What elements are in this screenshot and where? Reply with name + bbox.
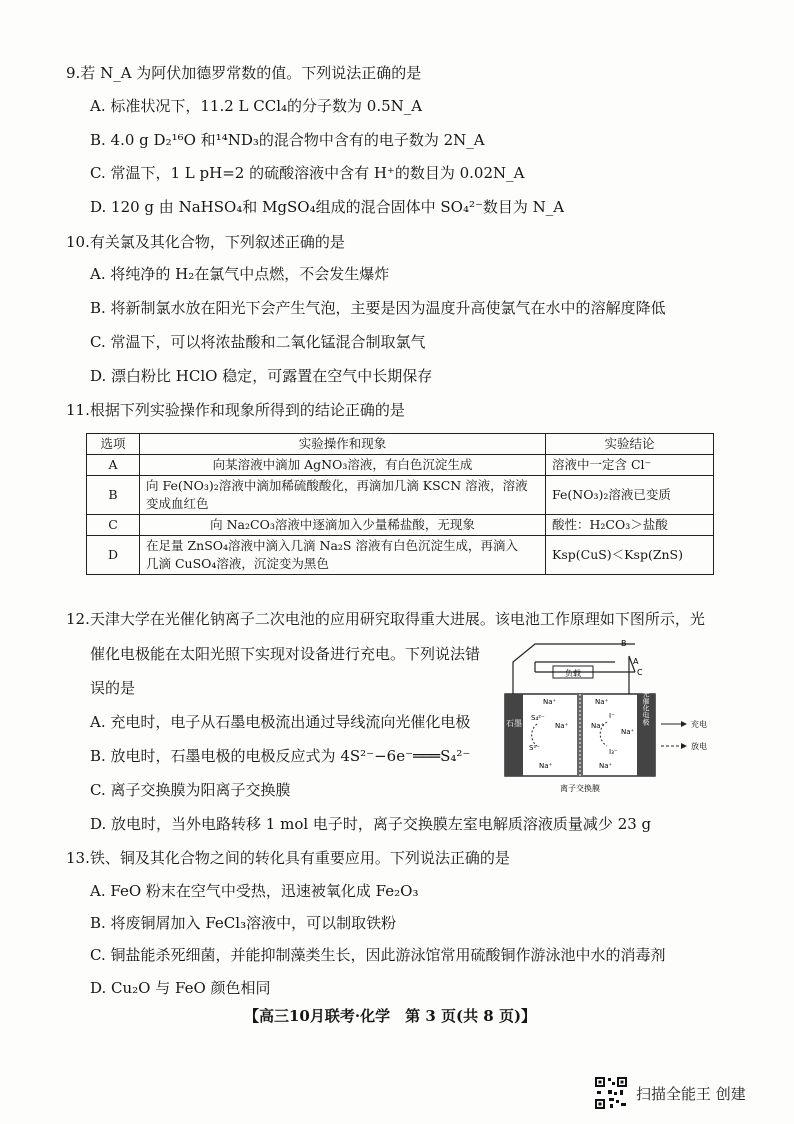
q10-option-a: A. 将纯净的 H₂在氯气中点燃，不会发生爆炸 <box>90 265 390 283</box>
ion-na: Na⁺ <box>621 728 635 736</box>
battery-diagram <box>495 636 715 796</box>
legend-discharge-arrow <box>681 743 687 749</box>
table-header-option: 选项 <box>87 434 140 455</box>
table-row <box>87 515 714 536</box>
legend-discharge-label: 放电 <box>691 742 707 751</box>
q12-option-b: B. 放电时，石墨电极的电极反应式为 4S²⁻−6e⁻═══S₄²⁻ <box>90 747 471 765</box>
label-a: A <box>633 657 639 666</box>
q10-option-c: C. 常温下，可以将浓盐酸和二氧化锰混合制取氯气 <box>90 333 426 351</box>
row-option: A <box>87 455 140 476</box>
q13-option-b: B. 将废铜屑加入 FeCl₃溶液中，可以制取铁粉 <box>90 914 397 932</box>
q10-option-d: D. 漂白粉比 HClO 稳定，可露置在空气中长期保存 <box>90 367 433 385</box>
ion-na: Na⁺ <box>591 722 605 730</box>
q9-option-c: C. 常温下，1 L pH=2 的硫酸溶液中含有 H⁺的数目为 0.02N_A <box>90 164 525 182</box>
legend-charge-label: 充电 <box>691 720 707 729</box>
q13-option-d: D. Cu₂O 与 FeO 颜色相同 <box>90 979 271 997</box>
row-operation-line-2: 变成血红色 <box>146 496 209 511</box>
ion-i3: I₃⁻ <box>609 748 618 756</box>
ion-na: Na⁺ <box>543 698 557 706</box>
q12-option-a: A. 充电时，电子从石墨电极流出通过导线流向光催化电极 <box>90 713 471 731</box>
table-row <box>87 476 714 515</box>
row-conclusion: Fe(NO₃)₂溶液已变质 <box>546 476 714 515</box>
q9-stem: 9.若 N_A 为阿伏加德罗常数的值。下列说法正确的是 <box>66 64 422 82</box>
graphite-electrode <box>505 694 523 776</box>
photo-electrode-label: 光催化电极 <box>642 690 650 726</box>
table-row <box>87 536 714 575</box>
q13-stem: 13.铁、铜及其化合物之间的转化具有重要应用。下列说法正确的是 <box>66 849 510 867</box>
ion-na: Na⁺ <box>539 762 553 770</box>
membrane-label: 离子交换膜 <box>560 784 600 793</box>
ion-na: Na⁺ <box>599 762 613 770</box>
scanner-watermark <box>594 1075 746 1111</box>
table-row <box>87 455 714 476</box>
table-header-operation: 实验操作和现象 <box>140 434 546 455</box>
q11-stem: 11.根据下列实验操作和现象所得到的结论正确的是 <box>66 401 405 419</box>
q10-stem: 10.有关氯及其化合物，下列叙述正确的是 <box>66 233 345 251</box>
ion-s4: S₄²⁻ <box>531 714 545 722</box>
q9-option-a: A. 标准状况下，11.2 L CCl₄的分子数为 0.5N_A <box>90 97 423 115</box>
qr-code-icon <box>594 1076 628 1110</box>
q13-option-c: C. 铜盐能杀死细菌，并能抑制藻类生长，因此游泳馆常用硫酸铜作游泳池中水的消毒剂 <box>90 946 666 964</box>
scanner-text: 扫描全能王 创建 <box>636 1084 746 1103</box>
row-conclusion: Ksp(CuS)＜Ksp(ZnS) <box>546 536 714 575</box>
row-option: D <box>87 536 140 575</box>
q11-experiment-table <box>86 433 714 575</box>
q10-option-b: B. 将新制氯水放在阳光下会产生气泡，主要是因为温度升高使氯气在水中的溶解度降低 <box>90 299 666 317</box>
ion-na: Na⁺ <box>555 722 569 730</box>
ion-i: I⁻ <box>609 712 615 720</box>
row-conclusion: 酸性：H₂CO₃＞盐酸 <box>546 515 714 536</box>
q12-stem-line-1: 12.天津大学在光催化钠离子二次电池的应用研究取得重大进展。该电池工作原理如下图所示，光 <box>66 610 705 628</box>
row-operation-line-1: 在足量 ZnSO₄溶液中滴入几滴 Na₂S 溶液有白色沉淀生成，再滴入 <box>146 538 518 553</box>
q12-option-c: C. 离子交换膜为阳离子交换膜 <box>90 781 291 799</box>
row-operation-line-1: 向 Fe(NO₃)₂溶液中滴加稀硫酸酸化，再滴加几滴 KSCN 溶液，溶液 <box>146 478 528 493</box>
label-c: C <box>637 668 643 677</box>
row-operation-line-2: 几滴 CuSO₄溶液，沉淀变为黑色 <box>146 556 329 571</box>
graphite-label: 石墨 <box>506 719 522 728</box>
row-operation: 向某溶液中滴加 AgNO₃溶液，有白色沉淀生成 <box>140 455 546 476</box>
row-option: C <box>87 515 140 536</box>
q9-option-d: D. 120 g 由 NaHSO₄和 MgSO₄组成的混合固体中 SO₄²⁻数目为 N_A <box>90 198 565 216</box>
row-operation <box>140 476 546 515</box>
label-b: B <box>621 639 627 648</box>
q9-option-b: B. 4.0 g D₂¹⁶O 和¹⁴ND₃的混合物中含有的电子数为 2N_A <box>90 131 485 149</box>
q13-option-a: A. FeO 粉末在空气中受热，迅速被氧化成 Fe₂O₃ <box>90 882 419 900</box>
table-header-conclusion: 实验结论 <box>546 434 714 455</box>
q12-option-d: D. 放电时，当外电路转移 1 mol 电子时，离子交换膜左室电解质溶液质量减少 23 g <box>90 815 652 833</box>
q12-stem-line-3: 误的是 <box>90 679 136 697</box>
ion-s2: S²⁻ <box>529 744 540 752</box>
ion-na: Na⁺ <box>595 698 609 706</box>
row-conclusion: 溶液中一定含 Cl⁻ <box>546 455 714 476</box>
row-operation <box>140 536 546 575</box>
q12-stem-line-2: 催化电极能在太阳光照下实现对设备进行充电。下列说法错 <box>90 645 481 663</box>
load-label: 负载 <box>565 669 581 678</box>
page-footer: 【高三10月联考·化学 第 3 页(共 8 页)】 <box>244 1007 537 1025</box>
legend-charge-arrow <box>681 721 687 727</box>
row-operation: 向 Na₂CO₃溶液中逐滴加入少量稀盐酸，无现象 <box>140 515 546 536</box>
row-option: B <box>87 476 140 515</box>
